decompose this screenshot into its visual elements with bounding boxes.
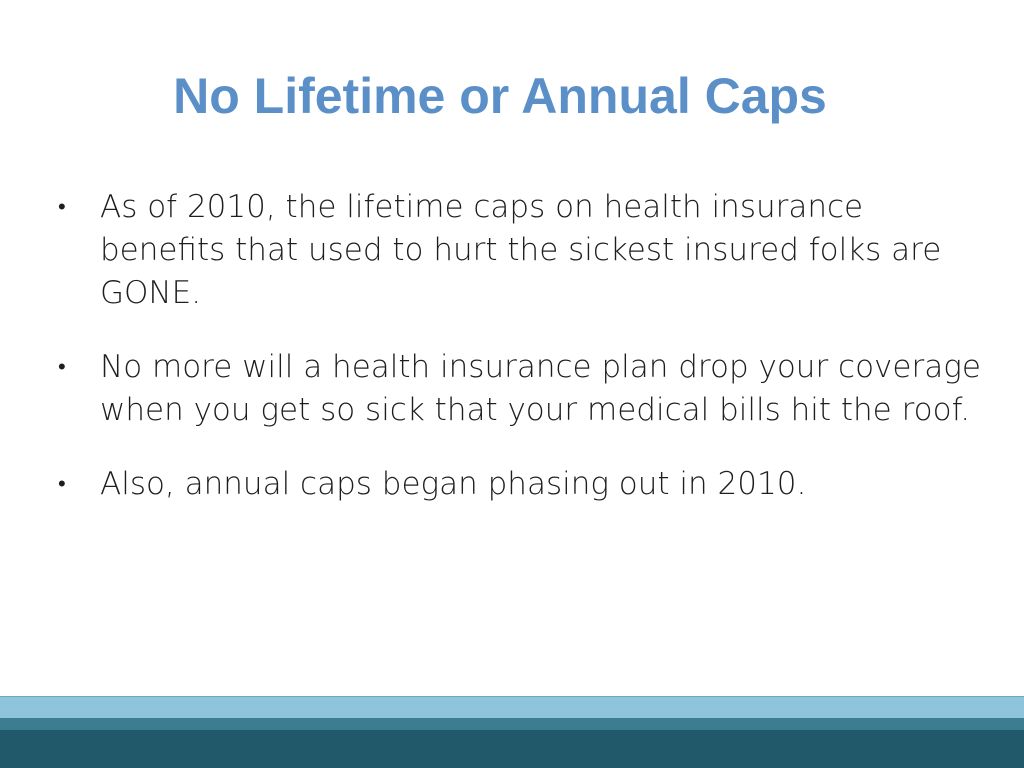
slide-title: No Lifetime or Annual Caps (173, 68, 827, 124)
bullet-text: As of 2010, the lifetime caps on health insurance benefits that used to hurt the sickest insured folks are GONE. (100, 189, 942, 311)
bullet-text: Also, annual caps began phasing out in 2010. (100, 466, 807, 502)
footer-band-dark (0, 730, 1024, 768)
bullet-icon: • (58, 472, 66, 497)
footer-bar (0, 696, 1024, 768)
footer-band-light (0, 696, 1024, 718)
bullet-icon: • (58, 355, 66, 380)
bullet-text: No more will a health insurance plan drop your coverage when you get so sick that your medical bills hit the roof. (100, 349, 981, 428)
bullet-item (58, 346, 988, 432)
bullet-list (58, 186, 988, 537)
footer-band-mid (0, 718, 1024, 730)
bullet-item (58, 186, 988, 315)
bullet-icon: • (58, 195, 66, 220)
bullet-item (58, 463, 988, 506)
